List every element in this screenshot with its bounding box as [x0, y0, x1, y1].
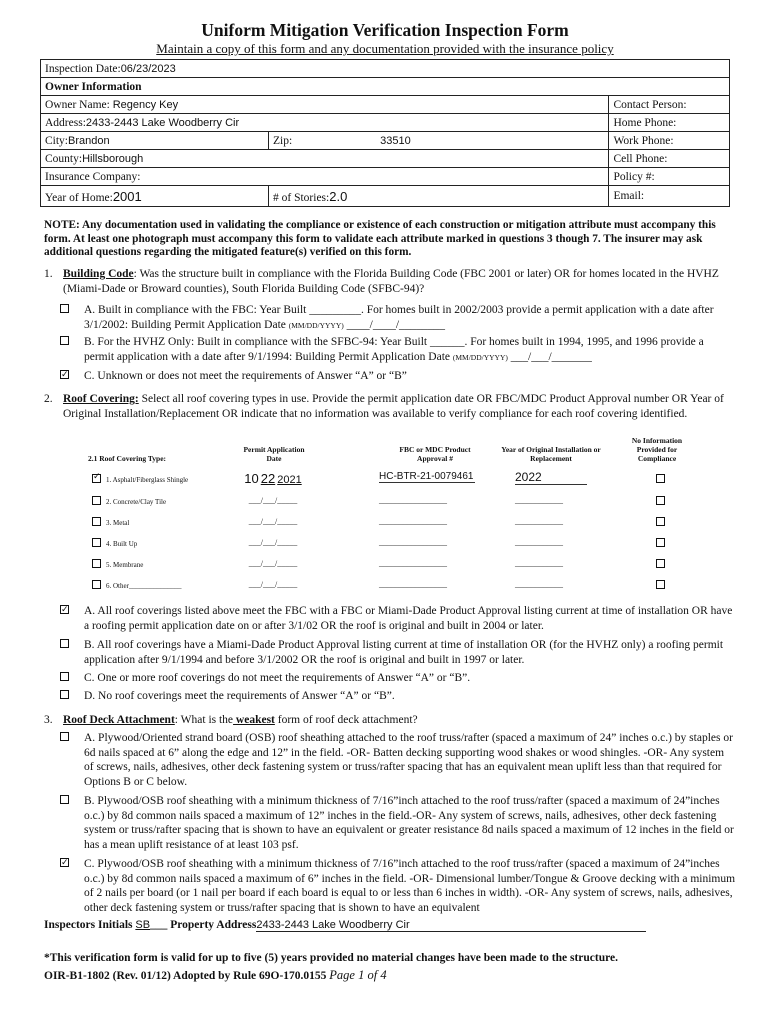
- contact-person-label: Contact Person:: [613, 98, 687, 111]
- home-phone-cell[interactable]: [609, 114, 730, 132]
- year-of-home-field[interactable]: 2001: [112, 188, 142, 204]
- insurance-company-cell[interactable]: [41, 168, 609, 186]
- q2-option-a-text: A. All roof coverings listed above meet the FBC with a FBC or Miami-Dade Product Approval listing current at time of installation OR have a roofing permit application date on or after 3/1/02 OR the roof is original and built in 2004 or later.: [84, 605, 733, 632]
- q1-option-a-checkbox[interactable]: [60, 304, 69, 313]
- permit-date-field[interactable]: ___/___/_____: [248, 496, 298, 505]
- zip-cell: [269, 132, 609, 150]
- address-label: Address:: [45, 116, 86, 129]
- q2-option-a: [60, 604, 736, 634]
- product-approval-header: FBC or MDC Product Approval #: [399, 445, 471, 463]
- q1-option-a-date-format: (MM/DD/YYYY): [288, 320, 344, 330]
- q2-option-d-checkbox[interactable]: [60, 690, 69, 699]
- roof-covering-row: [92, 496, 672, 516]
- roof-covering-checkbox[interactable]: [92, 517, 101, 526]
- question-2-number: 2.: [44, 393, 53, 405]
- policy-number-label: Policy #:: [613, 170, 655, 183]
- permit-date-day: 22: [260, 471, 276, 486]
- permit-date-field[interactable]: ___/___/_____: [248, 559, 298, 568]
- home-phone-label: Home Phone:: [613, 116, 677, 129]
- permit-date-field[interactable]: ___/___/_____: [248, 580, 298, 589]
- roof-covering-row: [92, 470, 672, 494]
- q2-option-d-text: D. No roof coverings meet the requirements of Answer “A” or “B”.: [84, 690, 395, 702]
- property-address-field[interactable]: 2433-2443 Lake Woodberry Cir: [256, 919, 646, 932]
- roof-covering-label: 1. Asphalt/Fiberglass Shingle: [106, 476, 189, 484]
- insurance-company-label: Insurance Company:: [45, 170, 141, 183]
- q3-option-b-text: B. Plywood/OSB roof sheathing with a minimum thickness of 7/16”inch attached to the roof truss/rafter (spaced a maximum of 24”inches o.c.) by 8d common nails spaced a maximum of 12” inches in the field.-OR- Any system of screws, nails, adhesives, other deck fastening system or truss/rafter spacing that is shown to have an equivalent or greater resistance 8d nails spaced a maximum of 12 inches in the field or has a mean uplift resistance of at least 103 psf.: [84, 795, 734, 851]
- roof-covering-row: [92, 580, 672, 600]
- question-1-heading: Building Code: [63, 268, 134, 280]
- q2-option-c-checkbox[interactable]: [60, 672, 69, 681]
- question-3-heading: Roof Deck Attachment: [63, 714, 175, 726]
- q3-option-a-checkbox[interactable]: [60, 732, 69, 741]
- email-label: Email:: [613, 190, 645, 202]
- year-installed-field[interactable]: ____________: [515, 517, 563, 526]
- contact-person-cell[interactable]: [609, 96, 730, 114]
- roof-covering-row: [92, 517, 672, 537]
- permit-date-month: 10: [244, 471, 259, 486]
- q2-option-a-checkbox[interactable]: [60, 605, 69, 614]
- validity-statement: *This verification form is valid for up to five (5) years provided no material changes have been made to the structure.: [44, 952, 618, 964]
- roof-covering-checkbox[interactable]: [92, 496, 101, 505]
- roof-covering-row: [92, 538, 672, 558]
- page-number: Page 1 of 4: [329, 968, 387, 982]
- address-field[interactable]: 2433-2443 Lake Woodberry Cir: [85, 116, 240, 129]
- owner-name-cell: [41, 96, 609, 114]
- inspection-date-field[interactable]: 06/23/2023: [120, 62, 176, 75]
- inspector-initials-underline: ___: [150, 919, 171, 931]
- zip-label: Zip:: [273, 134, 293, 147]
- city-cell: [41, 132, 269, 150]
- q3-option-c: [60, 857, 736, 917]
- inspector-initials-row: [44, 919, 646, 932]
- city-label: City:: [45, 134, 69, 147]
- owner-information-table: [40, 59, 730, 207]
- q1-option-c-checkbox[interactable]: [60, 370, 69, 379]
- q1-option-c-text: C. Unknown or does not meet the requirements of Answer “A” or “B”: [84, 370, 407, 382]
- roof-covering-label: 5. Membrane: [106, 561, 144, 569]
- cell-phone-cell[interactable]: [609, 150, 730, 168]
- roof-covering-checkbox[interactable]: [92, 474, 101, 483]
- product-approval-field[interactable]: HC-BTR-21-0079461: [379, 471, 474, 482]
- year-installed-field[interactable]: ____________: [515, 559, 563, 568]
- owner-name-label: Owner Name:: [45, 98, 110, 111]
- question-2: [44, 392, 734, 437]
- year-installed-field[interactable]: ____________: [515, 580, 563, 589]
- roof-covering-label: 4. Built Up: [106, 540, 138, 548]
- q1-option-b: [60, 335, 736, 365]
- question-3-number: 3.: [44, 714, 53, 726]
- q2-option-c-text: C. One or more roof coverings do not meet the requirements of Answer “A” or “B”.: [84, 672, 471, 684]
- q2-option-c: [60, 671, 736, 686]
- q1-option-b-date-blank[interactable]: ___/___/_______: [507, 350, 592, 363]
- stories-field[interactable]: 2.0: [329, 188, 348, 204]
- county-field[interactable]: Hillsborough: [82, 152, 144, 165]
- owner-information-heading: Owner Information: [41, 78, 730, 96]
- q3-option-a-text: A. Plywood/Oriented strand board (OSB) roof sheathing attached to the roof truss/rafter (spaced a maximum of 24” inches o.c.) by staples or 6d nails spaced at 6” along the edge and 12” in the field. -OR- Batten decking supporting wood shakes or wood shingles. -OR- Any system of screws, nails, adhesives, other deck fastening system or truss/rafter spacing that has an equivalent mean uplift less than that required for Options B or C below.: [84, 732, 733, 788]
- permit-date-header: Permit Application Date: [243, 445, 305, 463]
- question-1: [44, 267, 734, 297]
- roof-covering-checkbox[interactable]: [92, 559, 101, 568]
- roof-covering-checkbox[interactable]: [92, 580, 101, 589]
- inspector-initials-field[interactable]: SB: [135, 919, 151, 931]
- q2-option-d: [60, 689, 736, 704]
- question-3-body-post: form of roof deck attachment?: [274, 714, 418, 726]
- product-approval-field[interactable]: _________________: [379, 580, 447, 589]
- q3-option-c-checkbox[interactable]: [60, 858, 69, 867]
- inspection-date-label: Inspection Date:: [45, 62, 121, 75]
- documentation-note: NOTE: Any documentation used in validating the compliance or existence of each construction or mitigation attribute must accompany this form. At least one photograph must accompany this form to validate each attribute marked in questions 3 though 7. The insurer may ask additional questions regarding the mitigated feature(s) verified on this form.: [44, 219, 716, 258]
- inspection-date-cell: [41, 60, 730, 78]
- question-1-text: [63, 267, 731, 296]
- no-information-checkbox[interactable]: [656, 559, 665, 568]
- q2-option-b-checkbox[interactable]: [60, 639, 69, 648]
- permit-date-field[interactable]: ___/___/_____: [248, 538, 298, 547]
- roof-covering-label: 3. Metal: [106, 519, 130, 527]
- stories-cell: [269, 186, 609, 207]
- county-label: County:: [45, 152, 83, 165]
- work-phone-label: Work Phone:: [613, 134, 674, 147]
- year-installed-header: Year of Original Installation or Replacement: [501, 445, 601, 463]
- no-information-checkbox[interactable]: [656, 538, 665, 547]
- q1-option-c: [60, 369, 736, 384]
- product-approval-field[interactable]: _________________: [379, 517, 447, 526]
- permit-date-field[interactable]: [242, 471, 304, 486]
- question-3-text: [63, 713, 731, 728]
- permit-date-year: 2021: [277, 474, 302, 486]
- question-3: [44, 713, 734, 728]
- address-cell: [41, 114, 609, 132]
- year-installed-field[interactable]: ____________: [515, 538, 563, 547]
- policy-number-cell[interactable]: [609, 168, 730, 186]
- form-subtitle: Maintain a copy of this form and any documentation provided with the insurance policy: [156, 41, 614, 56]
- roof-covering-label: 6. Other_______________: [106, 582, 182, 590]
- q3-option-b: [60, 794, 736, 854]
- q1-option-b-date-format: (MM/DD/YYYY): [452, 352, 508, 362]
- city-field[interactable]: Brandon: [68, 134, 110, 147]
- county-cell: [41, 150, 609, 168]
- roof-covering-type-header: 2.1 Roof Covering Type:: [88, 454, 167, 463]
- q2-option-b-text: B. All roof coverings have a Miami-Dade Product Approval listing current at time of installation OR (for the HVHZ only) a roofing permit application after 9/1/1994 and before 3/1/2002 OR the roof is original and built in 1997 or later.: [84, 639, 724, 666]
- zip-field[interactable]: 33510: [380, 134, 411, 147]
- q2-option-b: [60, 638, 736, 668]
- question-2-text: [63, 392, 731, 421]
- form-rule-text: OIR-B1-1802 (Rev. 01/12) Adopted by Rule 69O-170.0155: [44, 970, 330, 982]
- question-3-body-pre: : What is the: [174, 714, 234, 726]
- form-identifier: [44, 968, 387, 983]
- product-approval-field[interactable]: _________________: [379, 496, 447, 505]
- product-approval-field[interactable]: _________________: [379, 538, 447, 547]
- email-cell[interactable]: [609, 186, 730, 207]
- q1-option-a-date-blank[interactable]: ____/____/________: [343, 318, 446, 331]
- question-2-heading: Roof Covering:: [63, 393, 139, 405]
- q3-option-b-checkbox[interactable]: [60, 795, 69, 804]
- form-title: Uniform Mitigation Verification Inspection Form: [201, 20, 569, 40]
- permit-date-field[interactable]: ___/___/_____: [248, 517, 298, 526]
- q1-option-a: [60, 303, 736, 333]
- no-information-checkbox[interactable]: [656, 580, 665, 589]
- roof-covering-checkbox[interactable]: [92, 538, 101, 547]
- roof-covering-label: 2. Concrete/Clay Tile: [106, 498, 167, 506]
- no-information-header: No Information Provided for Compliance: [631, 436, 683, 463]
- product-approval-field[interactable]: _________________: [379, 559, 447, 568]
- roof-covering-row: [92, 559, 672, 579]
- cell-phone-label: Cell Phone:: [613, 152, 668, 165]
- work-phone-cell[interactable]: [609, 132, 730, 150]
- no-information-checkbox[interactable]: [656, 517, 665, 526]
- question-2-body: Select all roof covering types in use. Provide the permit application date OR FBC/MDC Product Approval number OR Year of Original Installation/Replacement OR indicate that no information was available to verify compliance for each roof covering identified.: [63, 393, 724, 420]
- year-of-home-label: Year of Home:: [45, 191, 113, 204]
- stories-label: # of Stories:: [273, 191, 330, 204]
- question-3-weakest: weakest: [233, 714, 275, 726]
- q1-option-b-text: B. For the HVHZ Only: Built in compliance with the SFBC-94: Year Built ______. For homes built in 1994, 1995, and 1996 provide a permit application with a date after 9/1/1994: Building Permit Application Date: [84, 336, 704, 363]
- q3-option-a: [60, 731, 736, 791]
- question-1-number: 1.: [44, 268, 53, 280]
- question-1-body: : Was the structure built in compliance with the Florida Building Code (FBC 2001 or later) OR for homes located in the HVHZ (Miami-Dade or Broward counties), South Florida Building Code (SFBC-94)?: [63, 268, 719, 295]
- inspector-initials-label: Inspectors Initials: [44, 919, 136, 931]
- year-of-home-cell: [41, 186, 269, 207]
- no-information-checkbox[interactable]: [656, 474, 665, 483]
- year-installed-field[interactable]: 2022: [515, 470, 587, 485]
- q1-option-a-text: A. Built in compliance with the FBC: Year Built _________. For homes built in 2002/2003 provide a permit application with a date after 3/1/2002: Building Permit Application Date: [84, 304, 714, 331]
- q1-option-b-checkbox[interactable]: [60, 336, 69, 345]
- owner-name-field[interactable]: Regency Key: [112, 98, 179, 111]
- year-installed-field[interactable]: ____________: [515, 496, 563, 505]
- property-address-label: Property Address: [170, 919, 257, 931]
- q3-option-c-text: C. Plywood/OSB roof sheathing with a minimum thickness of 7/16”inch attached to the roof truss/rafter (spaced a maximum of 24”inches o.c.) by 8d common nails spaced a maximum of 6” inches in the field. -OR- Dimensional lumber/Tongue & Groove decking with a minimum of 2 nails per board (or 1 nail per board if each board is equal to or less than 6 inches in width). -OR- Any system of screws, nails, adhesives, other deck fastening system or truss/rafter spacing that is shown to have an equivalent: [84, 858, 736, 914]
- no-information-checkbox[interactable]: [656, 496, 665, 505]
